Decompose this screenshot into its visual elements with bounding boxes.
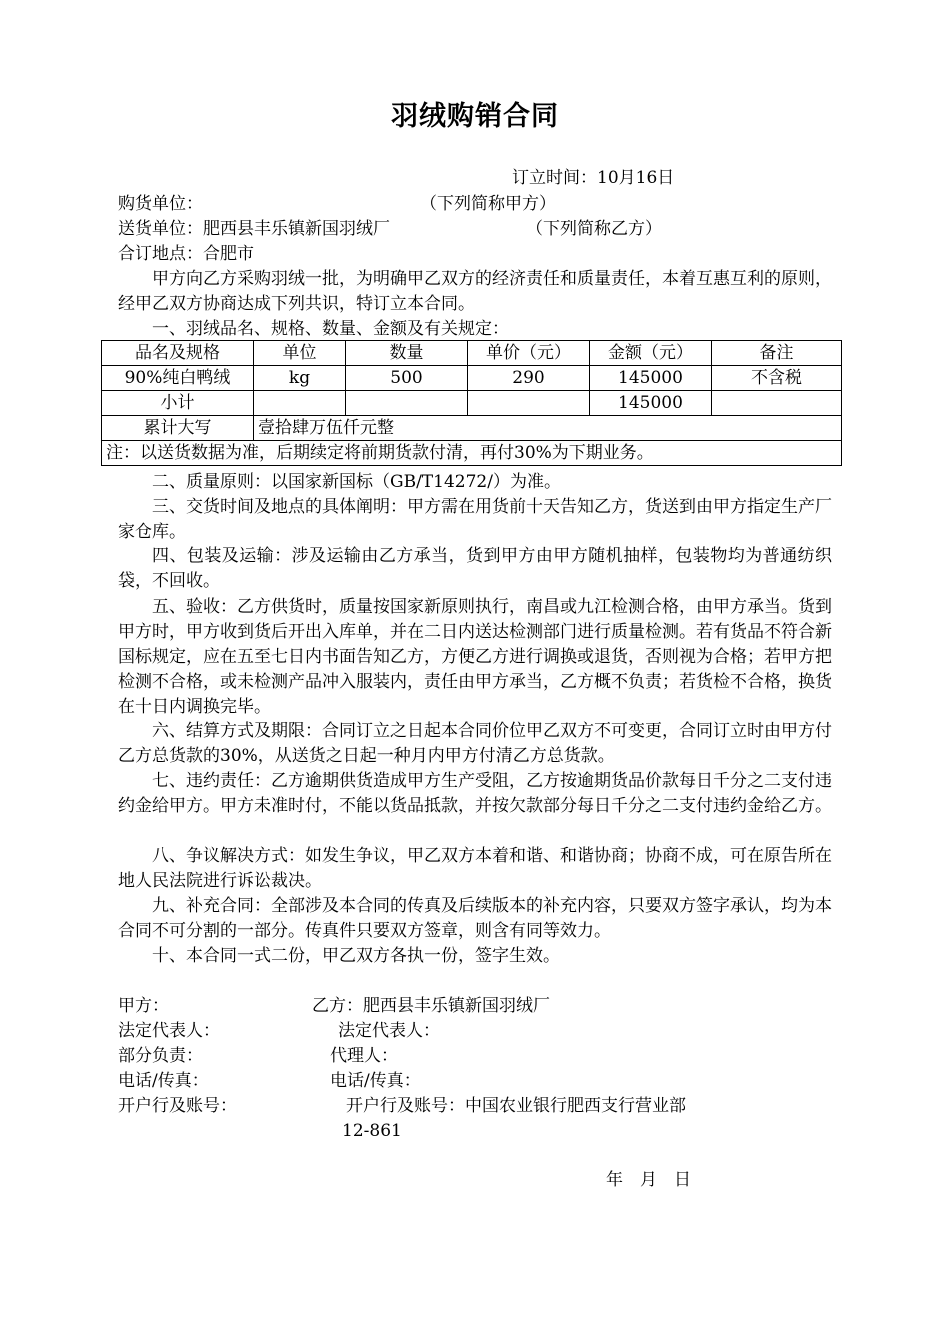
table-cell: 不含税 xyxy=(712,366,842,391)
header-cell: 单位 xyxy=(254,341,346,366)
clause-10: 十、本合同一式二份，甲乙双方各执一份，签字生效。 xyxy=(152,946,560,966)
table-cell xyxy=(346,391,468,416)
header-cell: 单价（元） xyxy=(468,341,590,366)
seller-label: 送货单位：肥西县丰乐镇新国羽绒厂 xyxy=(118,219,390,239)
party-b-bank-account: 12-861 xyxy=(342,1121,402,1141)
sign-date: 订立时间：10月16日 xyxy=(512,168,675,188)
header-cell: 金额（元） xyxy=(590,341,712,366)
table-cell: 500 xyxy=(346,366,468,391)
header-cell: 品名及规格 xyxy=(102,341,254,366)
table-note: 注：以送货数据为准，后期续定将前期货款付清，再付30%为下期业务。 xyxy=(102,441,842,466)
total-value: 壹拾肆万伍仟元整 xyxy=(254,416,842,441)
table-cell xyxy=(712,391,842,416)
table-cell: 145000 xyxy=(590,366,712,391)
signature-date: 年 月 日 xyxy=(606,1170,691,1190)
clause-9: 九、补充合同：全部涉及本合同的传真及后续版本的补充内容，只要双方签字承认，均为本合同不可分割的一部分。传真件只要双方签章，则含有同等效力。 xyxy=(118,896,832,941)
table-header-row xyxy=(102,341,842,366)
clause-4: 四、包装及运输：涉及运输由乙方承当，货到甲方由甲方随机抽样，包装物均为普通纺织袋，不回收。 xyxy=(118,546,832,591)
party-a-label: 甲方： xyxy=(118,996,169,1016)
party-b-agent: 代理人： xyxy=(330,1046,398,1066)
clause-3: 三、交货时间及地点的具体阐明：甲方需在用货前十天告知乙方，货送到由甲方指定生产厂家仓库。 xyxy=(118,497,832,542)
party-a-bank: 开户行及账号： xyxy=(118,1096,237,1116)
party-b-bank: 开户行及账号：中国农业银行肥西支行营业部 xyxy=(346,1096,686,1116)
clause-6: 六、结算方式及期限：合同订立之日起本合同价位甲乙双方不可变更，合同订立时由甲方付乙方总货款的30%，从送货之日起一种月内甲方付清乙方总货款。 xyxy=(118,721,832,766)
buyer-alias: （下列简称甲方） xyxy=(420,194,556,214)
subtotal-amount: 145000 xyxy=(590,391,712,416)
total-label: 累计大写 xyxy=(102,416,254,441)
table-cell: 290 xyxy=(468,366,590,391)
clause-8: 八、争议解决方式：如发生争议，甲乙双方本着和谐、和谐协商；协商不成，可在原告所在地人民法院进行诉讼裁决。 xyxy=(118,846,832,891)
clause-5: 五、验收：乙方供货时，质量按国家新原则执行，南昌或九江检测合格，由甲方承当。货到甲方时，甲方收到货后开出入库单，并在二日内送达检测部门进行质量检测。若有货品不符合新国标规定，应在五至七日内书面告知乙方，方便乙方进行调换或退货，否则视为合格；若甲方把检测不合格，或未检测产品冲入服装内，责任由甲方承当，乙方概不负责；若货检不合格，换货在十日内调换完毕。 xyxy=(118,597,832,717)
table-row xyxy=(102,366,842,391)
total-row xyxy=(102,416,842,441)
party-a-department: 部分负责： xyxy=(118,1046,203,1066)
header-cell: 数量 xyxy=(346,341,468,366)
contract-place: 合订地点：合肥市 xyxy=(118,244,254,264)
note-row xyxy=(102,441,842,466)
clause-7: 七、违约责任：乙方逾期供货造成甲方生产受阻，乙方按逾期货品价款每日千分之二支付违约金给甲方。甲方未准时付，不能以货品抵款，并按欠款部分每日千分之二支付违约金给乙方。 xyxy=(118,771,832,816)
party-b-representative: 法定代表人： xyxy=(338,1021,440,1041)
table-cell: kg xyxy=(254,366,346,391)
document-title: 羽绒购销合同 xyxy=(391,101,559,132)
party-b-phone: 电话/传真： xyxy=(330,1071,421,1091)
table-cell: 90%纯白鸭绒 xyxy=(102,366,254,391)
section-1-heading: 一、羽绒品名、规格、数量、金额及有关规定： xyxy=(152,319,509,339)
party-b-label: 乙方：肥西县丰乐镇新国羽绒厂 xyxy=(312,996,550,1016)
intro-paragraph: 甲方向乙方采购羽绒一批，为明确甲乙双方的经济责任和质量责任，本着互惠互利的原则，经甲乙双方协商达成下列共识，特订立本合同。 xyxy=(118,269,832,314)
buyer-label: 购货单位： xyxy=(118,194,203,214)
header-cell: 备注 xyxy=(712,341,842,366)
subtotal-row xyxy=(102,391,842,416)
party-a-representative: 法定代表人： xyxy=(118,1021,220,1041)
clause-2: 二、质量原则：以国家新国标（GB/T14272/）为准。 xyxy=(152,472,561,492)
seller-alias: （下列简称乙方） xyxy=(526,219,662,239)
goods-table xyxy=(101,340,842,466)
subtotal-label: 小计 xyxy=(102,391,254,416)
table-cell xyxy=(254,391,346,416)
party-a-phone: 电话/传真： xyxy=(118,1071,209,1091)
table-cell xyxy=(468,391,590,416)
